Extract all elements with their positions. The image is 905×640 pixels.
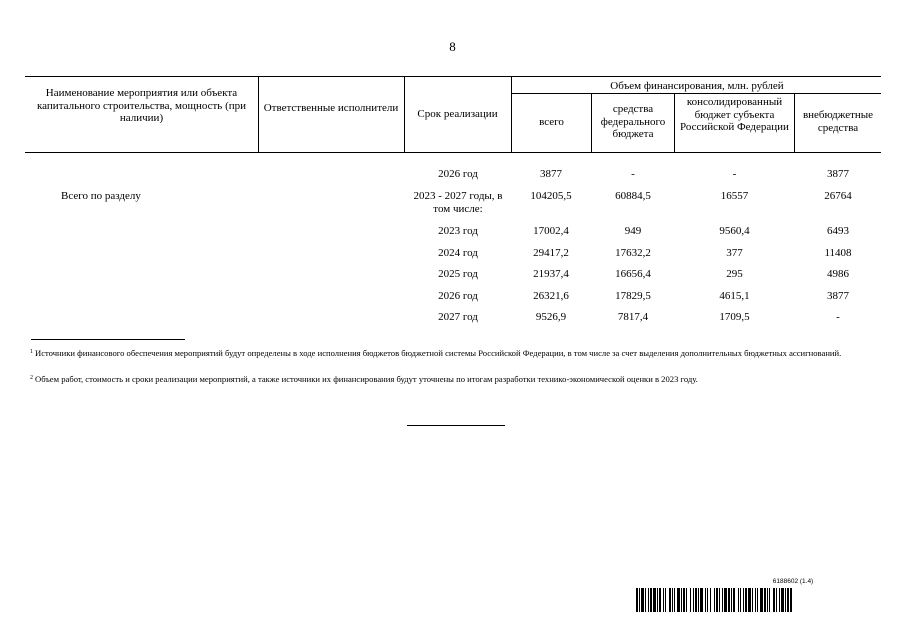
- cell-period: 2023 год: [438, 225, 478, 237]
- cell-extra: 6493: [827, 225, 849, 237]
- column-divider: [511, 76, 512, 152]
- footnote-separator: [31, 339, 185, 340]
- cell-extra: 26764: [824, 190, 852, 202]
- cell-extra: -: [836, 311, 840, 323]
- header-period: Срок реализации: [417, 108, 498, 120]
- end-of-section-rule: [407, 425, 505, 426]
- header-regional: консолидированный бюджет субъекта Российской Федерации: [680, 96, 789, 133]
- footnote: [30, 348, 876, 359]
- header-extra: внебюджетные средства: [802, 109, 874, 134]
- cell-regional: 16557: [720, 190, 749, 202]
- cell-total: 104205,5: [530, 190, 572, 202]
- header-total: всего: [539, 116, 564, 128]
- cell-period: 2023 - 2027 годы, в том числе:: [413, 190, 503, 215]
- footnote-text: Источники финансового обеспечения мероприятий будут определены в ходе исполнения бюджетов бюджетной системы Российской Федерации, в том числе за счет выделения дополнительных бюджетных ассигнований.: [35, 348, 842, 358]
- barcode: [636, 588, 858, 612]
- footnote: [30, 374, 876, 385]
- cell-extra: 11408: [824, 247, 852, 259]
- cell-period: 2024 год: [438, 247, 478, 259]
- cell-regional: 4615,1: [719, 290, 750, 302]
- table-top-rule: [25, 76, 881, 77]
- cell-period: 2025 год: [438, 268, 478, 280]
- column-divider: [258, 76, 259, 152]
- cell-period: 2026 год: [438, 168, 478, 180]
- cell-federal: 17829,5: [615, 290, 651, 302]
- cell-total: 3877: [540, 168, 562, 180]
- page-number: 8: [449, 39, 456, 54]
- header-financing-group: Объем финансирования, млн. рублей: [610, 80, 784, 92]
- header-name: Наименование мероприятия или объекта капитального строительства, мощность (при наличии): [37, 87, 246, 124]
- cell-federal: 16656,4: [615, 268, 651, 280]
- cell-total: 29417,2: [533, 247, 569, 259]
- column-divider: [591, 93, 592, 152]
- header-federal: средства федерального бюджета: [600, 103, 666, 140]
- cell-regional: 377: [726, 247, 743, 259]
- cell-federal: 60884,5: [615, 190, 651, 202]
- cell-extra: 4986: [827, 268, 849, 280]
- cell-federal: 949: [624, 225, 642, 237]
- table-header-bottom-rule: [25, 152, 881, 153]
- column-divider: [404, 76, 405, 152]
- cell-federal: 17632,2: [615, 247, 651, 259]
- cell-regional: -: [732, 168, 737, 180]
- header-executors: Ответственные исполнители: [263, 102, 399, 114]
- footnote-mark: 2: [30, 375, 33, 381]
- cell-regional: 1709,5: [719, 311, 750, 323]
- footnote-text: Объем работ, стоимость и сроки реализации мероприятий, а также источники их финансирования будут уточнены по итогам разработки технико-экономической оценки в 2023 году.: [35, 374, 698, 384]
- cell-total: 21937,4: [533, 268, 569, 280]
- document-code: 6188602 (1.4): [772, 578, 814, 585]
- cell-period: 2027 год: [438, 311, 478, 323]
- group-header-rule: [511, 93, 881, 94]
- cell-federal: 7817,4: [617, 311, 649, 323]
- cell-federal: -: [631, 168, 635, 180]
- footnote-mark: 1: [30, 349, 33, 355]
- cell-total: 26321,6: [533, 290, 569, 302]
- cell-period: 2026 год: [438, 290, 478, 302]
- row-label: Всего по разделу: [61, 190, 141, 202]
- cell-total: 9526,9: [535, 311, 567, 323]
- cell-extra: 3877: [827, 168, 849, 180]
- cell-total: 17002,4: [533, 225, 569, 237]
- cell-regional: 295: [726, 268, 743, 280]
- cell-regional: 9560,4: [719, 225, 750, 237]
- cell-extra: 3877: [827, 290, 849, 302]
